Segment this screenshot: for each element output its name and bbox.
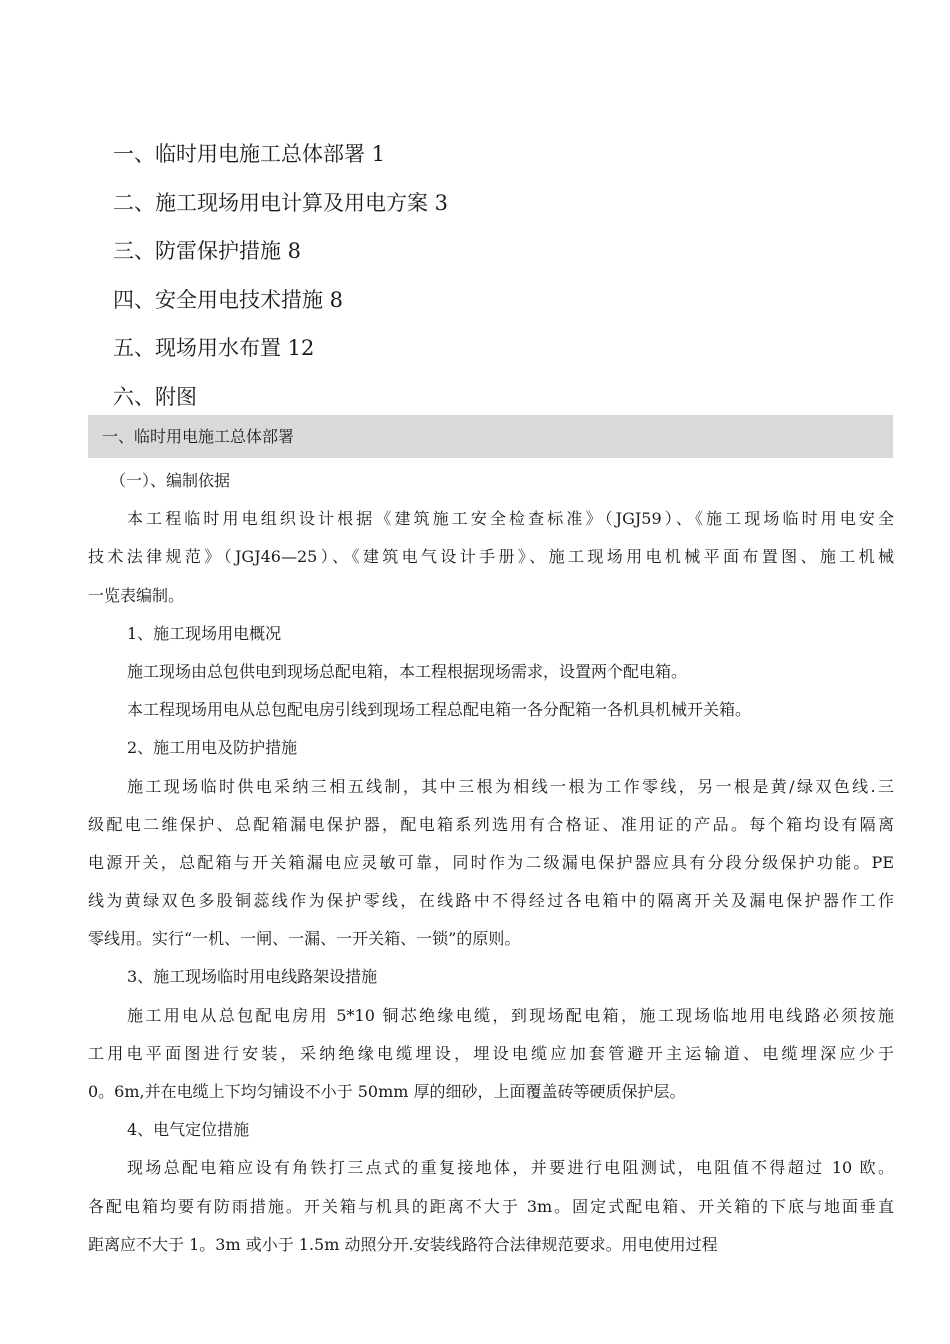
document-body bbox=[88, 462, 894, 1264]
paragraph-line: 0。6m,并在电缆上下均匀铺设不小于 50mm 厚的细砂，上面覆盖砖等硬质保护层。 bbox=[88, 1082, 686, 1101]
paragraph-line: 现场总配电箱应设有角铁打三点式的重复接地体，并要进行电阻测试，电阻值不得超过 10 欧。 bbox=[127, 1158, 894, 1178]
item-heading: 1、施工现场用电概况 bbox=[127, 623, 282, 643]
paragraph-line: 电源开关，总配箱与开关箱漏电应灵敏可靠，同时作为二级漏电保护器应具有分段分级保护功能。PE bbox=[88, 852, 894, 872]
paragraph-line: 施工现场由总包供电到现场总配电箱，本工程根据现场需求，设置两个配电箱。 bbox=[127, 661, 688, 681]
toc-entry[interactable]: 五、现场用水布置 12 bbox=[113, 336, 315, 360]
toc-entry[interactable]: 六、附图 bbox=[113, 384, 197, 409]
paragraph-line: 线为黄绿双色多股铜蕊线作为保护零线，在线路中不得经过各电箱中的隔离开关及漏电保护器作工作 bbox=[88, 891, 894, 911]
item-heading: 4、电气定位措施 bbox=[127, 1120, 250, 1140]
paragraph-line: 技术法律规范》（JGJ46—25）、《建筑电气设计手册》、施工现场用电机械平面布置图、施工机械 bbox=[88, 547, 894, 567]
subheading: （一）、编制依据 bbox=[110, 471, 231, 490]
paragraph-line: 距离应不大于 1。3m 或小于 1.5m 动照分开.安装线路符合法律规范要求。用电使用过程 bbox=[88, 1234, 718, 1254]
toc-entry[interactable]: 四、安全用电技术措施 8 bbox=[113, 287, 344, 312]
paragraph-line: 一览表编制。 bbox=[88, 585, 185, 605]
item-heading: 2、施工用电及防护措施 bbox=[127, 738, 298, 758]
toc-entry[interactable]: 三、防雷保护措施 8 bbox=[113, 239, 302, 263]
paragraph-line: 本工程现场用电从总包配电房引线到现场工程总配电箱一各分配箱一各机具机械开关箱。 bbox=[127, 700, 752, 720]
paragraph-line: 零线用。实行“一机、一闸、一漏、一开关箱、一锁”的原则。 bbox=[88, 929, 521, 949]
paragraph-line: 施工用电从总包配电房用 5*10 铜芯绝缘电缆，到现场配电箱，施工现场临地用电线路必须按施 bbox=[127, 1005, 894, 1025]
paragraph-line: 各配电箱均要有防雨措施。开关箱与机具的距离不大于 3m。固定式配电箱、开关箱的下底与地面垂直 bbox=[88, 1196, 894, 1216]
table-of-contents bbox=[113, 130, 713, 421]
paragraph-line: 本工程临时用电组织设计根据《建筑施工安全检查标准》（JGJ59）、《施工现场临时用电安全 bbox=[127, 509, 894, 529]
section-heading: 一、临时用电施工总体部署 bbox=[88, 415, 893, 458]
paragraph-line: 级配电二维保护、总配箱漏电保护器，配电箱系列选用有合格证、准用证的产品。每个箱均设有隔离 bbox=[88, 814, 894, 834]
item-heading: 3、施工现场临时用电线路架设措施 bbox=[127, 967, 378, 987]
toc-entry[interactable]: 二、施工现场用电计算及用电方案 3 bbox=[113, 190, 449, 215]
toc-entry[interactable]: 一、临时用电施工总体部署 1 bbox=[113, 142, 386, 166]
paragraph-line: 施工现场临时供电采纳三相五线制，其中三根为相线一根为工作零线，另一根是黄/绿双色线.三 bbox=[127, 776, 894, 796]
paragraph-line: 工用电平面图进行安装，采纳绝缘电缆埋设，埋设电缆应加套管避开主运输道、电缆埋深应少于 bbox=[88, 1043, 894, 1063]
